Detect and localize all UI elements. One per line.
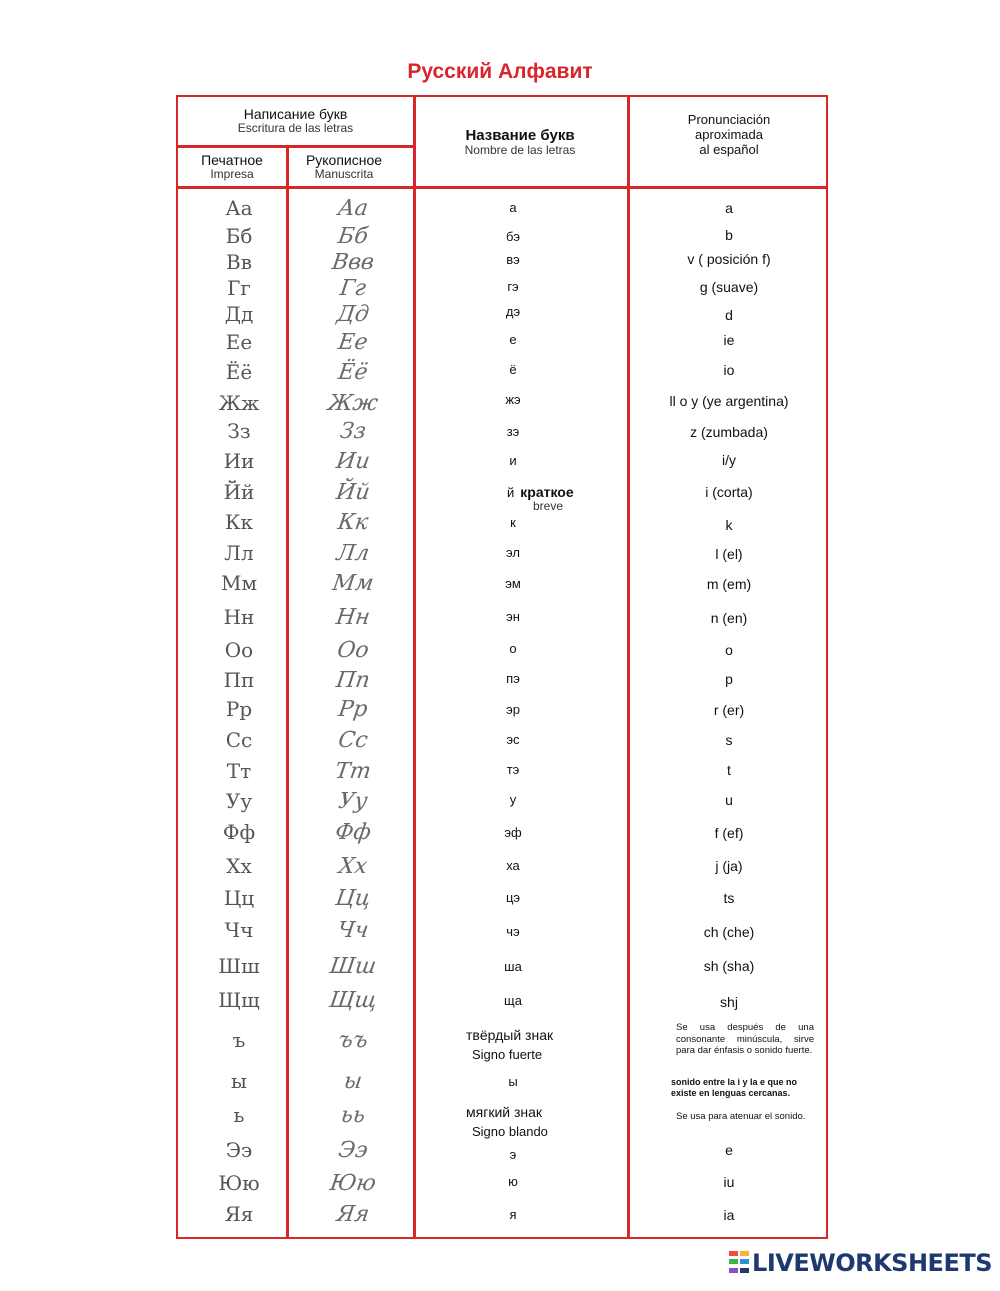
pronunciation: p	[725, 671, 733, 687]
printed-letter: Жж	[218, 391, 260, 415]
letter-name: ё	[509, 362, 517, 377]
pronunciation: o	[725, 642, 733, 658]
letter-name-sub: Signo blando	[472, 1124, 548, 1139]
pronunciation: sh (sha)	[703, 958, 755, 974]
printed-letter: Тт	[226, 759, 252, 783]
printed-letter: Шш	[218, 954, 260, 978]
printed-letter: Кк	[225, 510, 253, 534]
letter-name: цэ	[505, 890, 521, 905]
pronunciation: m (em)	[706, 576, 752, 592]
pronunciation: ie	[723, 332, 735, 348]
printed-letter: Ии	[223, 449, 255, 473]
handwritten-letter: Дд	[335, 302, 371, 327]
pronunciation: l (el)	[715, 546, 743, 562]
letter-name: зэ	[506, 424, 520, 439]
header-writing	[178, 106, 413, 136]
handwritten-letter: Шш	[328, 954, 378, 979]
pronunciation: v ( posición f)	[687, 251, 771, 267]
header-name-es: Nombre de las letras	[464, 143, 576, 158]
logo-tile	[729, 1259, 738, 1264]
header-handwritten-ru: Рукописное	[305, 152, 383, 168]
liveworksheets-logo	[729, 1249, 992, 1277]
printed-letter: Фф	[222, 820, 256, 844]
logo-tile	[740, 1268, 749, 1273]
page-title: Русский Алфавит	[407, 60, 593, 83]
handwritten-letter: Яя	[335, 1202, 371, 1227]
letter-name: эс	[506, 732, 520, 747]
logo-tile	[729, 1268, 738, 1273]
letter-name: бэ	[506, 229, 520, 244]
pronunciation-note: sonido entre la i y la e que no existe en lenguas cercanas.	[671, 1077, 798, 1098]
pronunciation: f (ef)	[714, 825, 744, 841]
header-handwritten	[288, 152, 400, 182]
handwritten-letter: Фф	[333, 820, 373, 845]
letter-name: ща	[504, 993, 522, 1008]
printed-letter: Оо	[224, 638, 254, 662]
letter-name	[440, 1104, 590, 1139]
handwritten-letter: Зз	[338, 419, 368, 444]
header-pron-line3: al español	[699, 141, 759, 157]
handwritten-letter: Йй	[334, 480, 372, 505]
printed-letter: Ээ	[225, 1138, 253, 1162]
pronunciation: s	[725, 732, 733, 748]
printed-letter: Йй	[223, 480, 255, 504]
handwritten-letter: Нн	[334, 605, 372, 630]
pronunciation: b	[725, 227, 733, 243]
header-writing-es: Escritura de las letras	[237, 121, 354, 136]
letter-name-extra-es: breve	[533, 499, 564, 513]
handwritten-letter: Бб	[336, 224, 370, 249]
printed-letter: Юю	[218, 1171, 260, 1195]
letter-name: я	[509, 1207, 517, 1222]
letter-name-sub: Signo fuerte	[472, 1047, 543, 1062]
letter-name: эр	[506, 702, 520, 717]
handwritten-letter: Пп	[334, 668, 372, 693]
logo-tile	[740, 1259, 749, 1264]
logo-text: LIVEWORKSHEETS	[752, 1249, 992, 1277]
printed-letter: ъ	[232, 1028, 246, 1052]
header-name-ru: Название букв	[465, 127, 575, 144]
printed-letter: Цц	[223, 886, 255, 910]
letter-name-main: мягкий знак	[466, 1104, 543, 1120]
table-divider	[627, 96, 630, 1238]
header-writing-ru: Написание букв	[243, 106, 348, 122]
handwritten-letter: Ее	[336, 330, 370, 355]
pronunciation: ll o y (ye argentina)	[669, 393, 789, 409]
pronunciation: z (zumbada)	[690, 424, 768, 440]
pronunciation: e	[725, 1142, 733, 1158]
letter-name-extra: краткое	[520, 484, 574, 500]
letter-name: эн	[506, 609, 520, 624]
letter-name: э	[509, 1147, 517, 1162]
handwritten-letter: Ии	[334, 449, 372, 474]
printed-letter: Рр	[225, 697, 253, 721]
printed-letter: Ее	[225, 330, 253, 354]
letter-name: чэ	[506, 924, 520, 939]
table-divider	[177, 145, 414, 148]
pronunciation: a	[725, 200, 733, 216]
handwritten-letter: ъъ	[336, 1028, 370, 1053]
pronunciation-note: Se usa para atenuar el sonido.	[676, 1111, 806, 1122]
pronunciation: j (ja)	[715, 858, 743, 874]
letter-name-main: й	[507, 485, 515, 500]
pronunciation: u	[725, 792, 733, 808]
handwritten-letter: Рр	[336, 697, 370, 722]
printed-letter: Нн	[223, 605, 255, 629]
handwritten-letter: Юю	[328, 1171, 378, 1196]
handwritten-letter: Тт	[333, 759, 373, 784]
handwritten-letter: Жж	[326, 391, 380, 416]
pronunciation: g (suave)	[699, 279, 759, 295]
logo-tile	[729, 1251, 738, 1256]
letter-name: ы	[508, 1074, 518, 1089]
header-name	[416, 127, 624, 158]
pronunciation: ts	[723, 890, 735, 906]
letter-name: и	[509, 453, 517, 468]
printed-letter: Ёё	[225, 360, 253, 384]
pronunciation: k	[725, 517, 733, 533]
printed-letter: ь	[233, 1103, 245, 1127]
printed-letter: ы	[231, 1069, 247, 1093]
letter-name	[440, 1027, 590, 1062]
pronunciation: n (en)	[710, 610, 748, 626]
letter-name-main: твёрдый знак	[466, 1027, 554, 1043]
pronunciation: i/y	[722, 452, 736, 468]
handwritten-letter: Лл	[335, 541, 371, 566]
printed-letter: Дд	[224, 302, 254, 326]
pronunciation: iu	[723, 1174, 735, 1190]
printed-letter: Зз	[227, 419, 251, 443]
header-pron-line2: aproximada	[695, 126, 763, 142]
letter-name: ха	[506, 858, 520, 873]
pronunciation: ia	[723, 1207, 735, 1223]
letter-name: жэ	[505, 392, 521, 407]
header-handwritten-es: Manuscrita	[314, 167, 374, 182]
letter-name: у	[509, 792, 517, 807]
printed-letter: Аа	[225, 196, 253, 220]
header-pron-line1: Pronunciación	[687, 112, 771, 127]
pronunciation: io	[723, 362, 735, 378]
handwritten-letter: ьь	[339, 1103, 367, 1128]
handwritten-letter: Щщ	[327, 988, 379, 1013]
printed-letter: Пп	[223, 668, 255, 692]
handwritten-letter: Гг	[338, 276, 368, 301]
handwritten-letter: Аа	[336, 196, 370, 221]
pronunciation: d	[725, 307, 733, 323]
letter-name: пэ	[506, 671, 520, 686]
printed-letter: Сс	[225, 728, 253, 752]
printed-letter: Щщ	[218, 988, 260, 1012]
handwritten-letter: Ээ	[336, 1138, 370, 1163]
letter-name: вэ	[506, 252, 520, 267]
handwritten-letter: Оо	[335, 638, 371, 663]
printed-letter: Вв	[226, 250, 252, 274]
handwritten-letter: Уу	[336, 789, 370, 814]
handwritten-letter: Чч	[335, 918, 371, 943]
letter-name: дэ	[505, 304, 521, 319]
letter-name: ша	[504, 959, 522, 974]
pronunciation-note: Se usa después de una consonante minúscula, sirve para dar énfasis o sonido fuerte.	[676, 1022, 814, 1057]
letter-name: эл	[506, 545, 520, 560]
letter-name: гэ	[507, 279, 519, 294]
logo-tile	[740, 1251, 749, 1256]
logo-mark-icon	[729, 1251, 749, 1275]
pronunciation: t	[727, 762, 731, 778]
header-printed-ru: Печатное	[201, 152, 263, 168]
pronunciation: r (er)	[713, 702, 745, 718]
printed-letter: Гг	[227, 276, 251, 300]
pronunciation: ch (che)	[703, 924, 755, 940]
printed-letter: Чч	[224, 918, 254, 942]
handwritten-letter: Хх	[337, 854, 369, 879]
letter-name: тэ	[506, 762, 520, 777]
header-printed	[178, 152, 286, 182]
header-printed-es: Impresa	[210, 167, 254, 182]
letter-name: эм	[505, 576, 521, 591]
letter-name: ю	[508, 1174, 518, 1189]
handwritten-letter: Сс	[336, 728, 370, 753]
header-pronunciation	[629, 113, 829, 158]
printed-letter: Хх	[226, 854, 252, 878]
letter-name: а	[509, 200, 517, 215]
printed-letter: Лл	[224, 541, 254, 565]
handwritten-letter: ы	[342, 1069, 364, 1094]
printed-letter: Бб	[225, 224, 253, 248]
letter-name: е	[509, 332, 517, 347]
pronunciation: i (corta)	[705, 484, 753, 500]
printed-letter: Уу	[225, 789, 253, 813]
handwritten-letter: Ввв	[330, 250, 376, 275]
handwritten-letter: Ёё	[336, 360, 370, 385]
handwritten-letter: Цц	[333, 886, 373, 911]
pronunciation: shj	[720, 994, 738, 1010]
printed-letter: Яя	[224, 1202, 254, 1226]
handwritten-letter: Кк	[336, 510, 370, 535]
letter-name: о	[509, 641, 517, 656]
letter-name: к	[510, 515, 516, 530]
handwritten-letter: Мм	[330, 571, 376, 596]
table-divider	[177, 186, 828, 189]
printed-letter: Мм	[220, 571, 258, 595]
letter-name: эф	[504, 825, 522, 840]
